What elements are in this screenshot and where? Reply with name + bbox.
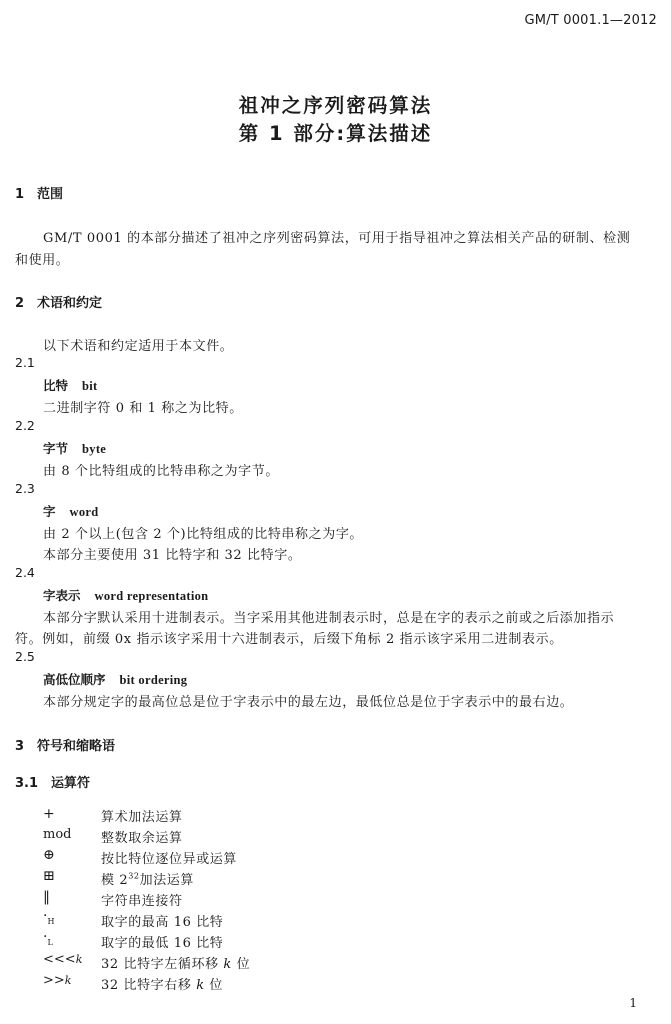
term-title — [43, 586, 208, 604]
document-title: 祖冲之序列密码算法 — [238, 94, 433, 117]
term-number: 2.2 — [15, 418, 35, 433]
operator-description — [101, 953, 250, 972]
desc-text: 位 — [204, 978, 224, 993]
term-en: byte — [82, 442, 107, 456]
standard-code: GM/T 0001.1—2012 — [524, 13, 657, 28]
section-1-paragraph-line-2: 和使用。 — [15, 253, 70, 268]
operator-description: 取字的最高 16 比特 — [101, 915, 224, 930]
desc-text: 加法运算 — [139, 873, 195, 888]
operator-symbol: ⊕ — [43, 847, 55, 863]
term-definition: 本部分规定字的最高位总是位于字表示中的最左边，最低位总是位于字表示中的最右边。 — [43, 695, 574, 710]
desc-text: 32 比特字右移 — [101, 978, 197, 993]
operator-symbol: ⊞ — [43, 868, 55, 884]
operator-symbol: + — [43, 806, 55, 822]
desc-text: 模 2 — [101, 873, 129, 888]
desc-text: 32 比特字左循环移 — [101, 957, 224, 972]
term-number: 2.1 — [15, 355, 35, 370]
term-definition: 本部分主要使用 31 比特字和 32 比特字。 — [43, 548, 302, 563]
operator-symbol — [43, 908, 95, 926]
symbol-dot: · — [43, 929, 48, 945]
term-definition: 二进制字符 0 和 1 称之为比特。 — [43, 401, 243, 416]
term-number: 2.4 — [15, 565, 35, 580]
operator-description: 取字的最低 16 比特 — [101, 936, 224, 951]
term-zh: 字表示 — [43, 588, 81, 603]
term-title — [43, 502, 99, 520]
term-number: 2.5 — [15, 649, 35, 664]
term-definition: 由 8 个比特组成的比特串称之为字节。 — [43, 464, 279, 479]
term-title — [43, 439, 106, 457]
term-zh: 字 — [43, 504, 56, 519]
symbol-text: <<< — [43, 952, 76, 967]
term-number: 2.3 — [15, 481, 35, 496]
operator-description: 按比特位逐位异或运算 — [101, 852, 238, 867]
term-zh: 字节 — [43, 441, 69, 456]
symbol-variable: k — [75, 953, 83, 966]
operator-symbol — [43, 952, 101, 967]
term-en: bit — [82, 379, 98, 393]
term-definition: 符。例如，前缀 0x 指示该字采用十六进制表示，后缀下角标 2 指示该字采用二进制表示。 — [15, 632, 563, 647]
symbol-variable: k — [64, 974, 72, 987]
term-en: word representation — [94, 589, 209, 603]
operator-symbol — [43, 973, 95, 988]
term-zh: 高低位顺序 — [43, 672, 106, 687]
section-2-intro: 以下术语和约定适用于本文件。 — [43, 339, 234, 354]
operator-description — [101, 869, 194, 888]
desc-text: 位 — [231, 957, 251, 972]
operator-description: 整数取余运算 — [101, 831, 183, 846]
term-definition: 本部分字默认采用十进制表示。当字采用其他进制表示时，总是在字的表示之前或之后添加指示 — [43, 611, 615, 626]
section-3-heading: 3 符号和缩略语 — [15, 739, 116, 754]
term-zh: 比特 — [43, 378, 69, 393]
operator-description — [101, 974, 223, 993]
symbol-subscript: L — [47, 937, 53, 947]
operator-description: 字符串连接符 — [101, 894, 183, 909]
section-3-1-heading: 3.1 运算符 — [15, 776, 91, 791]
section-2-heading: 2 术语和约定 — [15, 296, 103, 311]
term-definition: 由 2 个以上(包含 2 个)比特组成的比特串称之为字。 — [43, 527, 364, 542]
operator-symbol: mod — [43, 827, 72, 842]
term-title — [43, 376, 98, 394]
desc-superscript: 32 — [128, 871, 140, 881]
section-1-paragraph-line-1: GM/T 0001 的本部分描述了祖冲之序列密码算法，可用于指导祖冲之算法相关产品的研制、检测 — [43, 231, 631, 246]
desc-variable: k — [223, 957, 232, 972]
symbol-subscript: H — [47, 916, 55, 926]
operator-description: 算术加法运算 — [101, 810, 183, 825]
term-en: word — [69, 505, 99, 519]
operator-symbol — [43, 929, 95, 947]
page-number: 1 — [629, 996, 637, 1010]
desc-variable: k — [196, 978, 205, 993]
symbol-dot: · — [43, 908, 48, 924]
document-subtitle: 第 1 部分:算法描述 — [238, 122, 433, 145]
section-1-heading: 1 范围 — [15, 187, 64, 202]
operator-symbol: ‖ — [43, 889, 50, 905]
term-title — [43, 670, 187, 688]
term-en: bit ordering — [119, 673, 188, 687]
symbol-text: >> — [43, 973, 65, 988]
